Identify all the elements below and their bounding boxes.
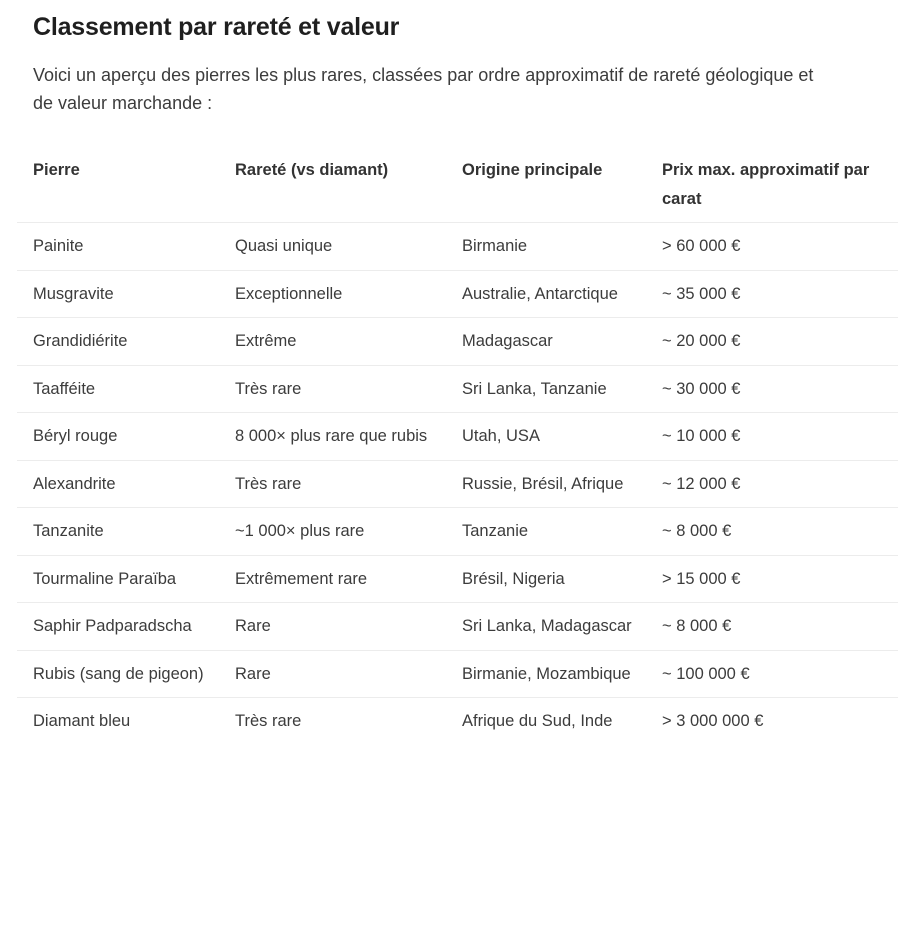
cell-origine: Madagascar [462,332,553,350]
cell-pierre: Tanzanite [33,522,104,540]
cell-pierre: Painite [33,237,84,255]
cell-prix: ~ 10 000 € [662,427,741,445]
cell-prix: ~ 12 000 € [662,474,741,493]
cell-origine: Birmanie [462,237,528,255]
cell-pierre: Alexandrite [33,474,116,493]
header-prix: Prix max. approximatif par carat [662,161,870,208]
cell-origine: Australie, Antarctique [462,284,618,303]
cell-origine: Tanzanie [462,522,529,540]
header-row [17,148,898,223]
cell-pierre: Taafféite [33,379,96,398]
cell-pierre: Tourmaline Paraïba [33,569,177,588]
cell-pierre: Saphir Padparadscha [33,617,192,635]
cell-origine: Utah, USA [462,427,540,445]
cell-prix: ~ 8 000 € [662,522,732,540]
cell-origine: Sri Lanka, Tanzanie [462,379,607,398]
cell-prix: ~ 100 000 € [662,664,750,683]
cell-rarete: Rare [235,664,271,683]
cell-origine: Russie, Brésil, Afrique [462,474,624,493]
cell-prix: ~ 8 000 € [662,617,732,635]
table-row [17,698,898,745]
table-row [17,270,898,318]
cell-prix: ~ 20 000 € [662,332,741,350]
cell-pierre: Béryl rouge [33,427,118,445]
table-row [17,365,898,413]
gem-ranking-table [17,148,898,745]
intro-paragraph: Voici un aperçu des pierres les plus rares, classées par ordre approximatif de rareté géologique et de valeur marchande : [33,65,814,113]
cell-rarete: Extrême [235,332,297,350]
cell-rarete: Très rare [235,379,302,398]
cell-prix: ~ 35 000 € [662,284,741,303]
cell-rarete: Très rare [235,712,302,730]
table-row [17,508,898,556]
cell-prix: > 60 000 € [662,237,741,255]
cell-rarete: ~1 000× plus rare [235,522,365,540]
cell-origine: Birmanie, Mozambique [462,664,631,683]
table-row [17,603,898,651]
cell-rarete: Exceptionnelle [235,284,343,303]
cell-pierre: Grandidiérite [33,332,128,350]
header-rarete: Rareté (vs diamant) [235,161,389,179]
cell-pierre: Musgravite [33,284,114,303]
header-pierre: Pierre [33,161,80,179]
cell-prix: > 3 000 000 € [662,712,764,730]
table-row [17,318,898,366]
table-row [17,223,898,271]
table-row [17,650,898,698]
cell-rarete: Quasi unique [235,237,333,255]
cell-rarete: 8 000× plus rare que rubis [235,427,428,445]
cell-pierre: Rubis (sang de pigeon) [33,664,204,683]
cell-pierre: Diamant bleu [33,712,131,730]
cell-rarete: Extrêmement rare [235,569,368,588]
cell-prix: ~ 30 000 € [662,379,741,398]
table-body [17,223,898,745]
table-header [17,148,898,223]
table-row [17,460,898,508]
cell-prix: > 15 000 € [662,569,741,588]
cell-origine: Brésil, Nigeria [462,569,565,588]
cell-rarete: Très rare [235,474,302,493]
header-origine: Origine principale [462,161,603,179]
cell-origine: Sri Lanka, Madagascar [462,617,632,635]
cell-rarete: Rare [235,617,271,635]
table-row [17,555,898,603]
section-heading: Classement par rareté et valeur [33,13,400,41]
cell-origine: Afrique du Sud, Inde [462,712,613,730]
table-row [17,413,898,461]
